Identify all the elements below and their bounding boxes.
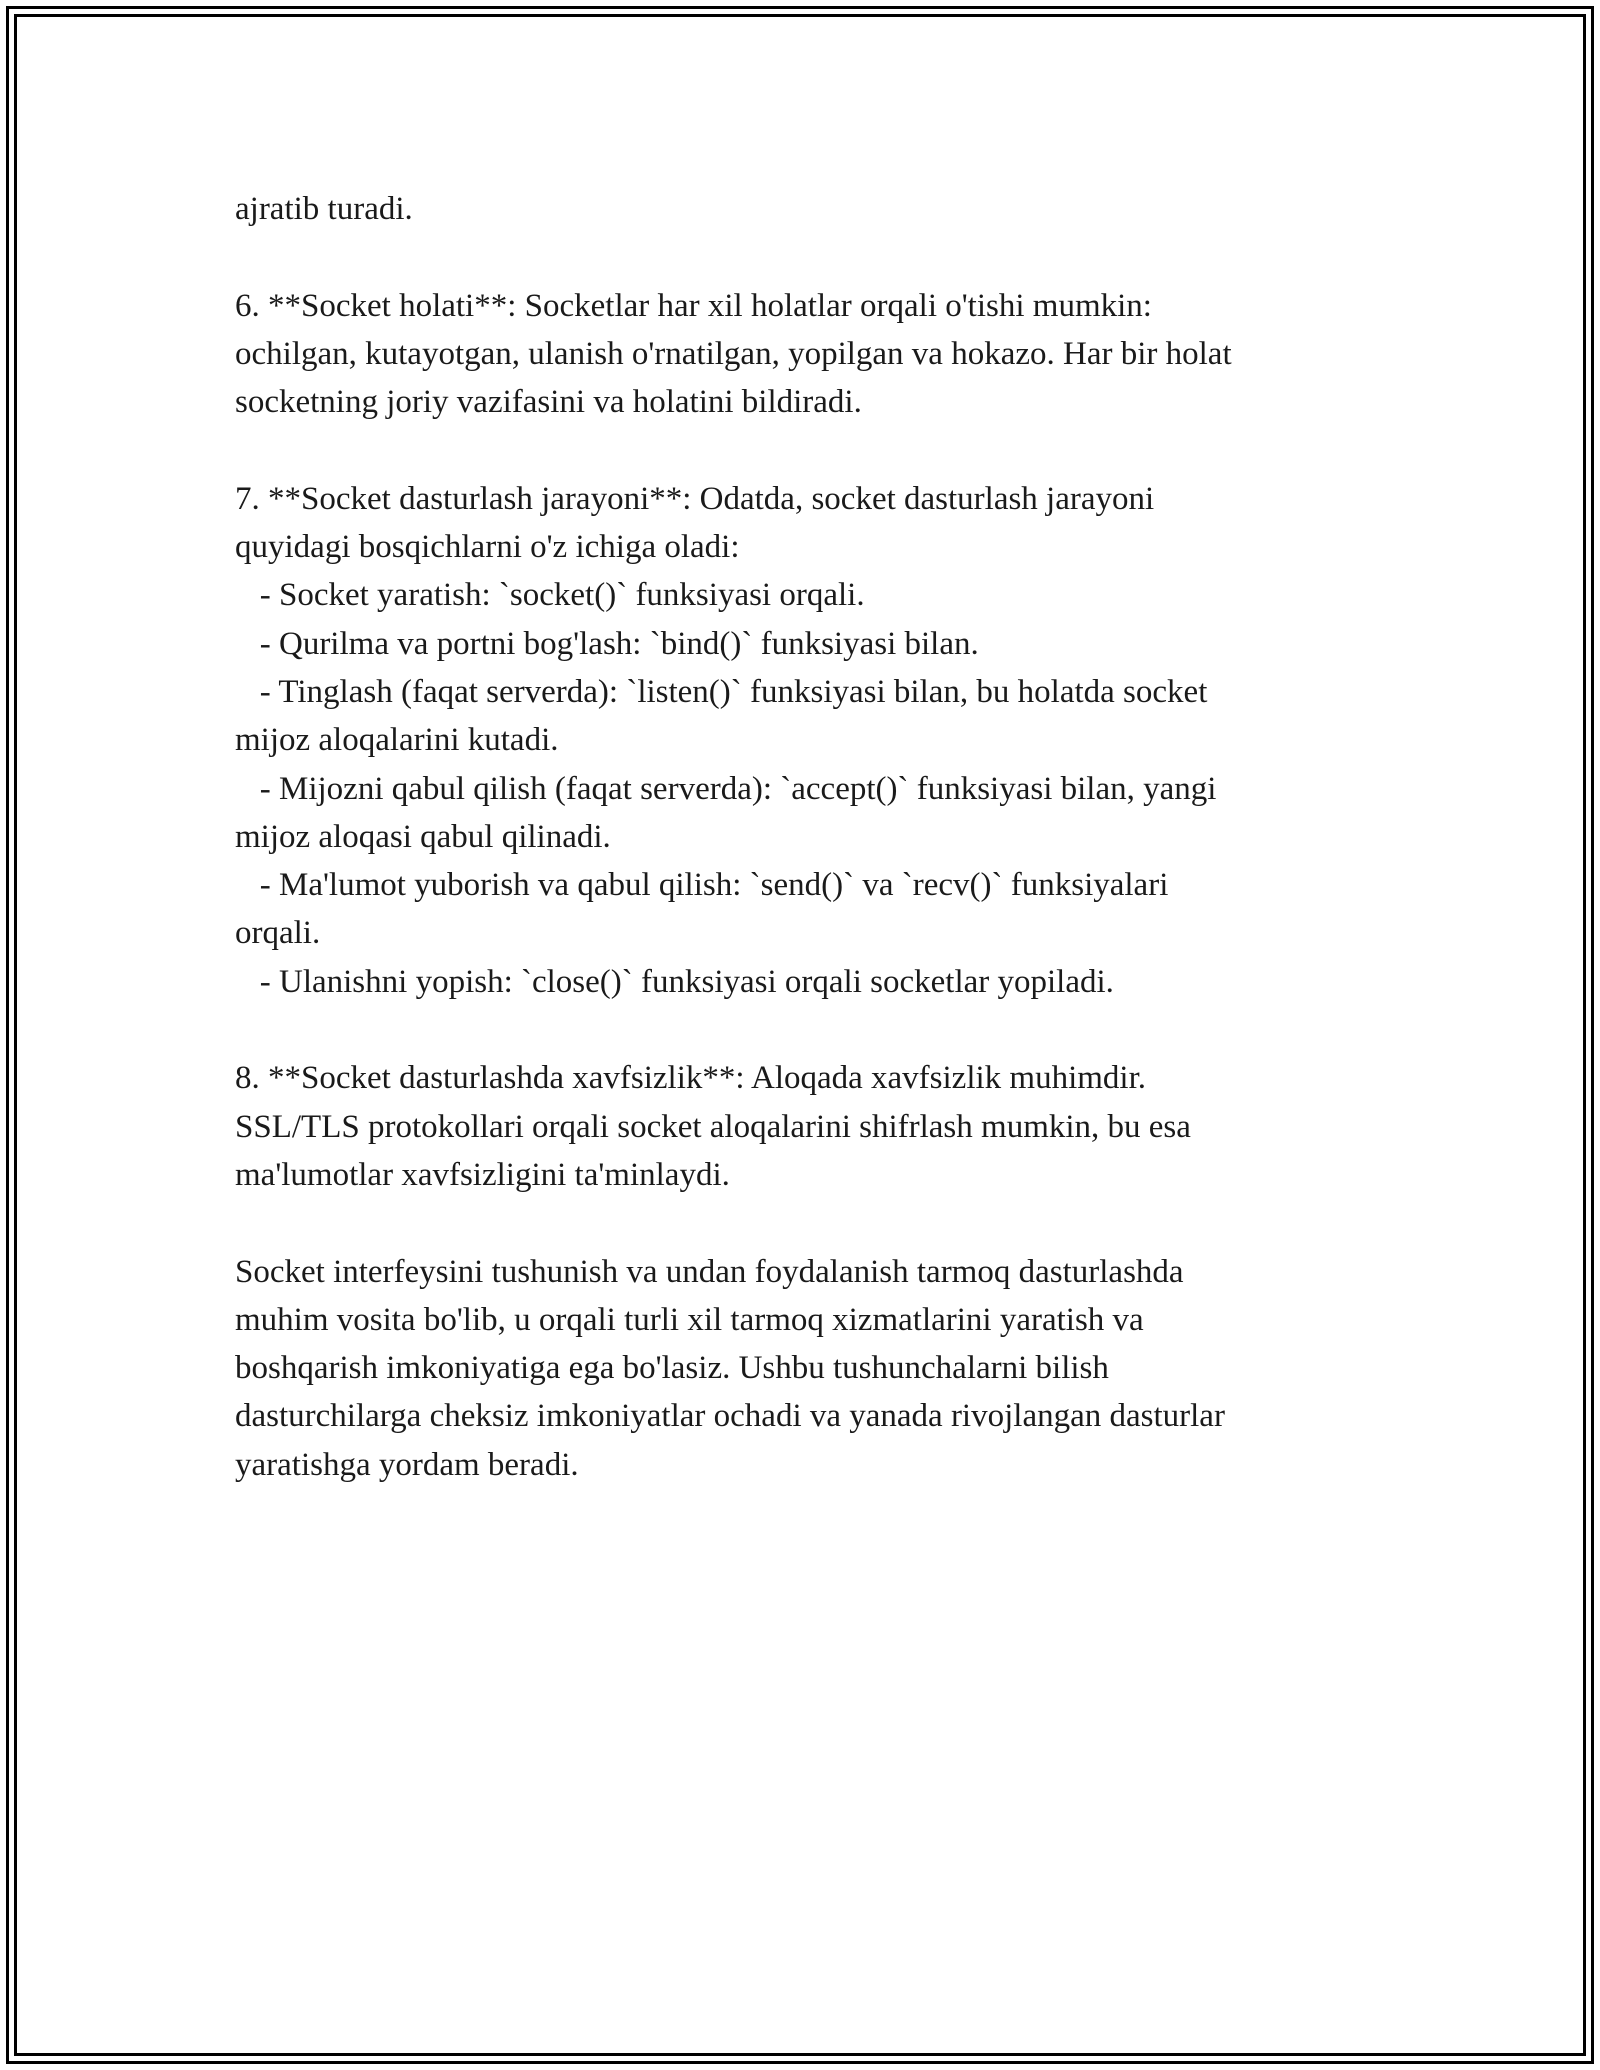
text-line: 8. **Socket dasturlashda xavfsizlik**: Aloqada xavfsizlik muhimdir.: [235, 1060, 1147, 1097]
text-line: orqali.: [235, 915, 321, 952]
text-line: mijoz aloqasi qabul qilinadi.: [235, 818, 611, 855]
text-line: quyidagi bosqichlarni o'z ichiga oladi:: [235, 529, 740, 566]
text-line: - Socket yaratish: `socket()` funksiyasi orqali.: [235, 577, 865, 614]
blank-line: [235, 426, 1385, 474]
text-line: - Tinglash (faqat serverda): `listen()` funksiyasi bilan, bu holatda socket: [235, 673, 1208, 710]
text-line: 7. **Socket dasturlash jarayoni**: Odatda, socket dasturlash jarayoni: [235, 480, 1155, 517]
text-line: - Ma'lumot yuborish va qabul qilish: `send()` va `recv()` funksiyalari: [235, 867, 1169, 904]
document-body: [235, 185, 1385, 1489]
text-line: - Ulanishni yopish: `close()` funksiyasi orqali socketlar yopiladi.: [235, 963, 1114, 1000]
text-line: ajratib turadi.: [235, 191, 413, 227]
text-line: yaratishga yordam beradi.: [235, 1446, 579, 1483]
text-line: 6. **Socket holati**: Socketlar har xil holatlar orqali o'tishi mumkin:: [235, 287, 1152, 324]
text-line: - Mijozni qabul qilish (faqat serverda): `accept()` funksiyasi bilan, yangi: [235, 770, 1217, 807]
text-line: socketning joriy vazifasini va holatini bildiradi.: [235, 384, 862, 421]
text-line: mijoz aloqalarini kutadi.: [235, 722, 559, 759]
text-line: SSL/TLS protokollari orqali socket aloqalarini shifrlash mumkin, bu esa: [235, 1108, 1191, 1145]
blank-line: [235, 1199, 1385, 1247]
text-line: boshqarish imkoniyatiga ega bo'lasiz. Ushbu tushunchalarni bilish: [235, 1350, 1109, 1387]
text-line: - Qurilma va portni bog'lash: `bind()` funksiyasi bilan.: [235, 625, 979, 662]
text-line: dasturchilarga cheksiz imkoniyatlar ochadi va yanada rivojlangan dasturlar: [235, 1398, 1225, 1435]
text-line: muhim vosita bo'lib, u orqali turli xil tarmoq xizmatlarini yaratish va: [235, 1301, 1144, 1338]
blank-line: [235, 1006, 1385, 1054]
text-line: ochilgan, kutayotgan, ulanish o'rnatilgan, yopilgan va hokazo. Har bir holat: [235, 335, 1232, 372]
text-line: ma'lumotlar xavfsizligini ta'minlaydi.: [235, 1156, 730, 1193]
blank-line: [235, 233, 1385, 281]
text-line: Socket interfeysini tushunish va undan foydalanish tarmoq dasturlashda: [235, 1253, 1184, 1290]
